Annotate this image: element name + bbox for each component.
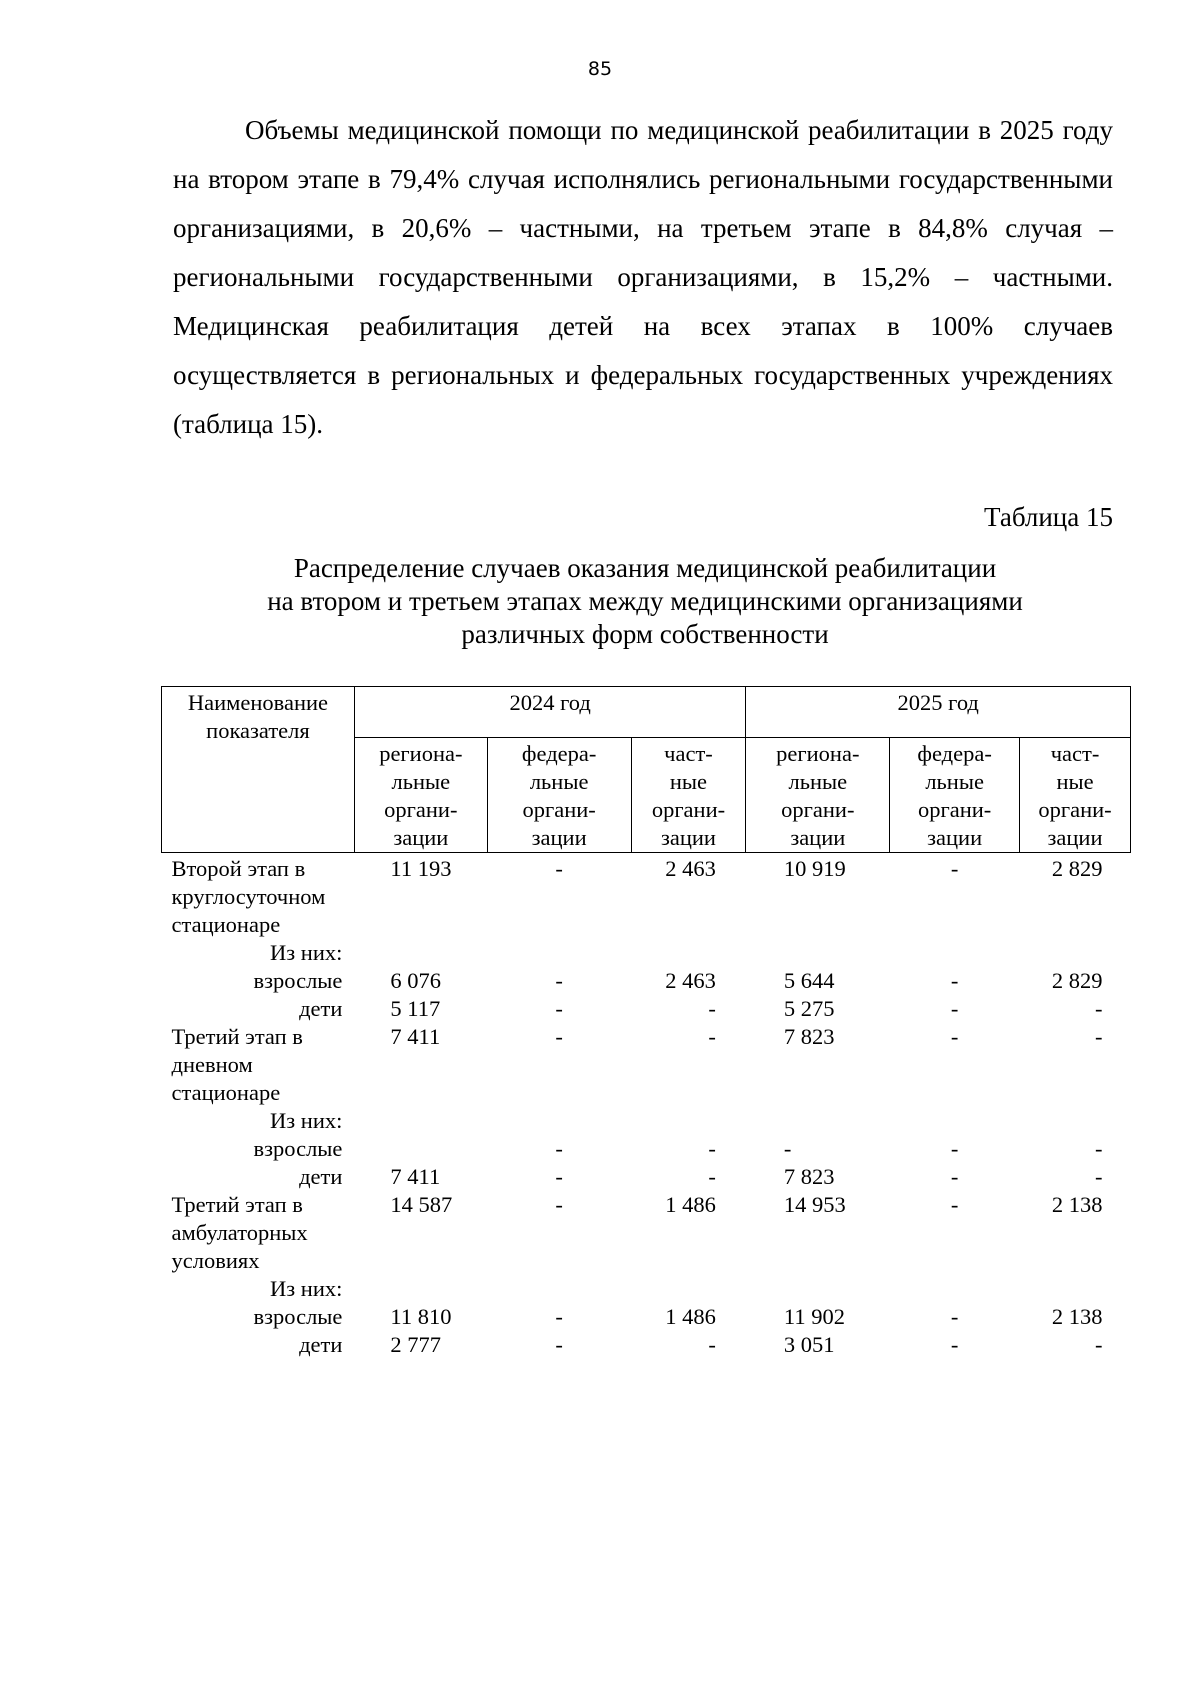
header-line: зации	[531, 825, 587, 850]
row-name: взрослые	[253, 1136, 343, 1161]
body-paragraph: Объемы медицинской помощи по медицинской реабилитации в 2025 году на втором этапе в 79,4% случая исполнялись региональными государственными организациями, в 20,6% – частными, на третьем этапе в 84,8% случая – региональными государственными организациями, в 15,2% – частными. Медицинская реабилитация детей на всех этапах в 100% случаев осуществляется в региональных и федеральных государственных учреждениях (таблица 15).	[173, 115, 1113, 439]
cell-value	[1020, 1275, 1131, 1303]
cell-value: 5 117	[390, 996, 441, 1021]
cell-value: -	[708, 1024, 716, 1049]
cell-value: -	[1095, 996, 1103, 1021]
cell-value	[746, 939, 890, 967]
cell-value: 2 138	[1051, 1304, 1103, 1329]
header-year-2025: 2025 год	[746, 687, 1131, 738]
row-name: взрослые	[253, 968, 343, 993]
cell-value: -	[555, 856, 563, 881]
table-label: Таблица 15	[984, 502, 1113, 532]
cell-value: -	[555, 1304, 563, 1329]
row-name: взрослые	[253, 1304, 343, 1329]
header-federal-2025	[890, 738, 1020, 853]
cell-value: -	[555, 1164, 563, 1189]
cell-value: 2 463	[665, 968, 716, 993]
cell-value: -	[1095, 1332, 1103, 1357]
header-line: зации	[790, 825, 846, 850]
header-private-2024	[631, 738, 746, 853]
header-line: зации	[660, 825, 716, 850]
table-row	[162, 1135, 1131, 1163]
cell-value	[354, 1275, 487, 1303]
table-row	[162, 1107, 1131, 1135]
header-regional-2024	[354, 738, 487, 853]
table-caption-line: на втором и третьем этапах между медицинскими организациями	[267, 586, 1023, 616]
header-line: ные	[1056, 769, 1094, 794]
header-regional-2025	[746, 738, 890, 853]
cell-value: 1 486	[665, 1192, 716, 1217]
table-row	[162, 1023, 1131, 1107]
data-table	[161, 686, 1131, 1359]
table-row	[162, 1303, 1131, 1331]
cell-value: 5 275	[783, 996, 835, 1021]
header-line: зации	[393, 825, 449, 850]
header-line: региона-	[379, 741, 463, 766]
cell-value: -	[708, 1164, 716, 1189]
cell-value	[631, 1275, 746, 1303]
header-line: зации	[1047, 825, 1103, 850]
row-name: Третий этап в дневном стационаре	[171, 1024, 303, 1105]
cell-value: -	[708, 996, 716, 1021]
header-line: льные	[788, 769, 848, 794]
cell-value	[1020, 939, 1131, 967]
header-line: льные	[529, 769, 589, 794]
cell-value: -	[950, 996, 959, 1021]
cell-value: -	[950, 856, 959, 881]
header-line: региона-	[776, 741, 860, 766]
cell-value: 11 193	[390, 856, 452, 881]
row-name: Из них:	[270, 1108, 343, 1133]
cell-value: -	[950, 1192, 959, 1217]
cell-value: -	[950, 968, 959, 993]
cell-value	[1020, 1107, 1131, 1135]
header-federal-2024	[487, 738, 631, 853]
row-name: Из них:	[270, 1276, 343, 1301]
page-number: 85	[587, 58, 613, 80]
row-name: Третий этап в амбулаторных условиях	[171, 1192, 308, 1273]
cell-value: -	[783, 1136, 792, 1161]
cell-value: -	[555, 1192, 563, 1217]
table-row	[162, 939, 1131, 967]
header-line: част-	[664, 741, 713, 766]
cell-value: -	[950, 1304, 959, 1329]
table-caption-line: Распределение случаев оказания медицинской реабилитации	[293, 553, 997, 583]
cell-value	[354, 1135, 487, 1163]
cell-value: 2 777	[390, 1332, 442, 1357]
cell-value	[487, 1275, 631, 1303]
cell-value: 5 644	[783, 968, 835, 993]
cell-value	[746, 1275, 890, 1303]
cell-value: 2 138	[1051, 1192, 1103, 1217]
header-line: органи-	[522, 797, 596, 822]
cell-value: 3 051	[783, 1332, 835, 1357]
cell-value: -	[555, 1332, 563, 1357]
cell-value: 14 587	[390, 1192, 453, 1217]
cell-value	[631, 1107, 746, 1135]
cell-value: 6 076	[390, 968, 442, 993]
header-line: льные	[925, 769, 984, 794]
cell-value: -	[1095, 1164, 1103, 1189]
table-row	[162, 853, 1131, 940]
cell-value: -	[708, 1332, 716, 1357]
cell-value: -	[950, 1136, 959, 1161]
cell-value: 11 810	[390, 1304, 452, 1329]
cell-value: 1 486	[665, 1304, 716, 1329]
row-name: Второй этап в круглосуточном стационаре	[171, 856, 326, 937]
cell-value: -	[950, 1332, 959, 1357]
cell-value: 11 902	[783, 1304, 845, 1329]
cell-value	[890, 939, 1020, 967]
row-name: Из них:	[270, 940, 343, 965]
table-row	[162, 995, 1131, 1023]
cell-value: -	[1095, 1136, 1103, 1161]
header-line: федера-	[521, 741, 597, 766]
cell-value: -	[1095, 1024, 1103, 1049]
table-row	[162, 1331, 1131, 1359]
header-line: зации	[927, 825, 983, 850]
cell-value: 10 919	[783, 856, 846, 881]
header-line: ные	[669, 769, 708, 794]
cell-value: 2 829	[1051, 968, 1103, 993]
header-year-2024: 2024 год	[354, 687, 746, 738]
cell-value: 7 823	[783, 1024, 835, 1049]
cell-value: 7 411	[390, 1024, 441, 1049]
cell-value: -	[555, 968, 563, 993]
cell-value: -	[555, 1024, 563, 1049]
cell-value	[746, 1107, 890, 1135]
header-line: органи-	[651, 797, 726, 822]
cell-value	[890, 1275, 1020, 1303]
row-name: дети	[299, 1164, 343, 1189]
header-indicator-name: Наименование показателя	[162, 687, 355, 853]
cell-value: -	[555, 996, 563, 1021]
header-line: федера-	[917, 741, 992, 766]
cell-value: 2 829	[1051, 856, 1103, 881]
cell-value	[631, 939, 746, 967]
table-row	[162, 1275, 1131, 1303]
cell-value: -	[950, 1164, 959, 1189]
header-private-2025	[1020, 738, 1131, 853]
cell-value: -	[708, 1136, 716, 1161]
cell-value	[487, 1107, 631, 1135]
table-row	[162, 1191, 1131, 1275]
header-line: льные	[391, 769, 451, 794]
cell-value: 7 823	[783, 1164, 835, 1189]
header-line: органи-	[384, 797, 458, 822]
cell-value: -	[555, 1136, 563, 1161]
header-line: част-	[1050, 741, 1100, 766]
header-line: органи-	[781, 797, 855, 822]
cell-value	[354, 1107, 487, 1135]
header-line: органи-	[1038, 797, 1112, 822]
table-row	[162, 1163, 1131, 1191]
cell-value: 2 463	[665, 856, 716, 881]
cell-value: -	[950, 1024, 959, 1049]
cell-value: 14 953	[783, 1192, 846, 1217]
table-row	[162, 967, 1131, 995]
header-line: органи-	[917, 797, 992, 822]
row-name: дети	[299, 1332, 343, 1357]
cell-value: 7 411	[390, 1164, 441, 1189]
table-caption-line: различных форм собственности	[461, 619, 829, 649]
table-caption	[0, 552, 1200, 651]
row-name: дети	[299, 996, 343, 1021]
cell-value	[487, 939, 631, 967]
cell-value	[354, 939, 487, 967]
cell-value	[890, 1107, 1020, 1135]
